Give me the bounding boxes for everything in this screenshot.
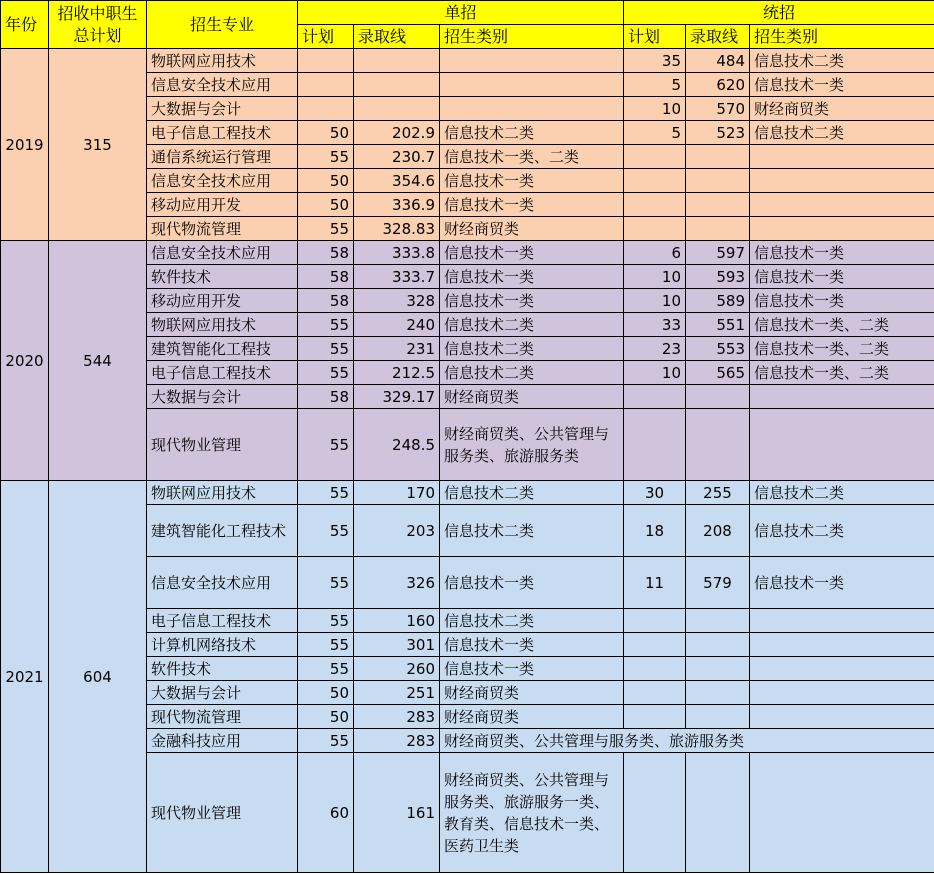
dan-plan-cell: [298, 49, 354, 73]
major-cell: 移动应用开发: [147, 289, 298, 313]
dan-score-cell: 336.9: [354, 193, 440, 217]
dan-score-cell: 160: [354, 609, 440, 633]
dan-plan-cell: 55: [298, 313, 354, 337]
major-cell: 建筑智能化工程技术: [147, 505, 298, 557]
tong-plan-cell: [624, 681, 686, 705]
dan-plan-cell: 58: [298, 289, 354, 313]
tong-category-cell: 信息技术二类: [750, 505, 934, 557]
tong-plan-cell: [624, 217, 686, 241]
year-cell: 2020: [1, 241, 49, 481]
dan-plan-cell: 55: [298, 557, 354, 609]
dan-score-cell: [354, 73, 440, 97]
dan-score-cell: 283: [354, 729, 440, 753]
tong-score-cell: [686, 753, 750, 873]
tong-category-cell: [750, 705, 934, 729]
tong-category-cell: 信息技术一类: [750, 265, 934, 289]
dan-plan-cell: 55: [298, 609, 354, 633]
dan-plan-cell: 55: [298, 729, 354, 753]
dan-score-cell: 203: [354, 505, 440, 557]
tong-category-cell: 信息技术二类: [750, 481, 934, 505]
dan-plan-cell: 58: [298, 385, 354, 409]
dan-category-cell: 财经商贸类、公共管理与服务类、旅游服务一类、教育类、信息技术一类、医药卫生类: [440, 753, 624, 873]
dan-category-cell: 信息技术一类: [440, 657, 624, 681]
tong-plan-cell: 10: [624, 265, 686, 289]
dan-category-cell: 财经商贸类: [440, 217, 624, 241]
tong-plan-cell: 10: [624, 97, 686, 121]
dan-category-cell: 财经商贸类: [440, 705, 624, 729]
header-major: 招生专业: [147, 1, 298, 49]
dan-score-cell: 328: [354, 289, 440, 313]
dan-score-cell: [354, 97, 440, 121]
tong-score-cell: [686, 657, 750, 681]
dan-category-cell: 信息技术二类: [440, 481, 624, 505]
tong-score-cell: [686, 169, 750, 193]
dan-category-cell: 信息技术一类: [440, 265, 624, 289]
major-cell: 现代物业管理: [147, 753, 298, 873]
total-plan-cell: 544: [49, 241, 147, 481]
major-cell: 信息安全技术应用: [147, 169, 298, 193]
dan-category-cell: 信息技术二类: [440, 313, 624, 337]
dan-score-cell: 329.17: [354, 385, 440, 409]
tong-score-cell: [686, 681, 750, 705]
dan-category-cell: 信息技术一类: [440, 633, 624, 657]
tong-category-cell: 信息技术二类: [750, 121, 934, 145]
tong-category-cell: 信息技术一类: [750, 241, 934, 265]
major-cell: 信息安全技术应用: [147, 73, 298, 97]
tong-category-cell: 财经商贸类: [750, 97, 934, 121]
tong-category-cell: 信息技术一类、二类: [750, 361, 934, 385]
header-dan: 单招: [298, 1, 624, 25]
major-cell: 物联网应用技术: [147, 49, 298, 73]
tong-category-cell: [750, 657, 934, 681]
tong-score-cell: 565: [686, 361, 750, 385]
header-tong-category: 招生类别: [750, 25, 934, 49]
total-plan-cell: 315: [49, 49, 147, 241]
tong-plan-cell: [624, 145, 686, 169]
dan-plan-cell: 55: [298, 145, 354, 169]
dan-score-cell: 202.9: [354, 121, 440, 145]
tong-score-cell: 484: [686, 49, 750, 73]
year-cell: 2019: [1, 49, 49, 241]
tong-score-cell: 620: [686, 73, 750, 97]
header-dan-category: 招生类别: [440, 25, 624, 49]
tong-plan-cell: [624, 705, 686, 729]
dan-score-cell: 354.6: [354, 169, 440, 193]
tong-score-cell: 255: [686, 481, 750, 505]
dan-score-cell: 333.8: [354, 241, 440, 265]
dan-plan-cell: 55: [298, 361, 354, 385]
dan-score-cell: 283: [354, 705, 440, 729]
major-cell: 物联网应用技术: [147, 481, 298, 505]
tong-score-cell: 551: [686, 313, 750, 337]
tong-category-cell: 信息技术一类、二类: [750, 313, 934, 337]
major-cell: 计算机网络技术: [147, 633, 298, 657]
tong-category-cell: [750, 633, 934, 657]
tong-category-cell: [750, 385, 934, 409]
dan-plan-cell: 58: [298, 241, 354, 265]
tong-category-cell: [750, 217, 934, 241]
tong-score-cell: 553: [686, 337, 750, 361]
dan-category-cell: [440, 49, 624, 73]
dan-category-cell: 信息技术二类: [440, 361, 624, 385]
major-cell: 信息安全技术应用: [147, 241, 298, 265]
dan-score-cell: 328.83: [354, 217, 440, 241]
year-cell: 2021: [1, 481, 49, 873]
dan-plan-cell: 50: [298, 193, 354, 217]
table-row: [1, 241, 934, 265]
major-cell: 现代物流管理: [147, 217, 298, 241]
dan-category-cell: 信息技术二类: [440, 121, 624, 145]
dan-category-cell: [440, 73, 624, 97]
dan-score-cell: 161: [354, 753, 440, 873]
header-dan-plan: 计划: [298, 25, 354, 49]
table-header: [1, 1, 934, 49]
tong-category-cell: 信息技术一类: [750, 289, 934, 313]
dan-plan-cell: 55: [298, 481, 354, 505]
major-cell: 软件技术: [147, 265, 298, 289]
dan-plan-cell: 55: [298, 657, 354, 681]
dan-score-cell: 301: [354, 633, 440, 657]
major-cell: 电子信息工程技术: [147, 361, 298, 385]
tong-plan-cell: [624, 753, 686, 873]
tong-category-cell: 信息技术一类: [750, 557, 934, 609]
tong-score-cell: 597: [686, 241, 750, 265]
tong-score-cell: [686, 193, 750, 217]
dan-score-cell: 212.5: [354, 361, 440, 385]
dan-plan-cell: 58: [298, 265, 354, 289]
dan-score-cell: 231: [354, 337, 440, 361]
tong-plan-cell: 5: [624, 73, 686, 97]
dan-plan-cell: [298, 73, 354, 97]
tong-score-cell: [686, 409, 750, 481]
tong-plan-cell: 6: [624, 241, 686, 265]
dan-category-cell: 财经商贸类、公共管理与服务类、旅游服务类: [440, 729, 934, 753]
tong-category-cell: [750, 681, 934, 705]
tong-category-cell: 信息技术一类、二类: [750, 337, 934, 361]
tong-score-cell: [686, 633, 750, 657]
tong-plan-cell: [624, 609, 686, 633]
dan-plan-cell: 50: [298, 681, 354, 705]
tong-plan-cell: [624, 409, 686, 481]
tong-plan-cell: 30: [624, 481, 686, 505]
major-cell: 物联网应用技术: [147, 313, 298, 337]
major-cell: 大数据与会计: [147, 681, 298, 705]
tong-score-cell: [686, 609, 750, 633]
dan-category-cell: 信息技术二类: [440, 337, 624, 361]
header-tong: 统招: [624, 1, 934, 25]
tong-plan-cell: 33: [624, 313, 686, 337]
tong-plan-cell: [624, 657, 686, 681]
major-cell: 通信系统运行管理: [147, 145, 298, 169]
dan-category-cell: 信息技术一类: [440, 241, 624, 265]
dan-plan-cell: 50: [298, 169, 354, 193]
dan-category-cell: 信息技术一类: [440, 169, 624, 193]
tong-score-cell: [686, 385, 750, 409]
tong-category-cell: 信息技术一类: [750, 73, 934, 97]
dan-score-cell: 251: [354, 681, 440, 705]
dan-score-cell: [354, 49, 440, 73]
major-cell: 软件技术: [147, 657, 298, 681]
dan-category-cell: 财经商贸类: [440, 681, 624, 705]
tong-category-cell: 信息技术二类: [750, 49, 934, 73]
dan-category-cell: 信息技术二类: [440, 505, 624, 557]
major-cell: 建筑智能化工程技: [147, 337, 298, 361]
dan-category-cell: 信息技术二类: [440, 609, 624, 633]
major-cell: 大数据与会计: [147, 385, 298, 409]
dan-score-cell: 260: [354, 657, 440, 681]
tong-plan-cell: 23: [624, 337, 686, 361]
table-body: [1, 49, 934, 873]
dan-plan-cell: 50: [298, 121, 354, 145]
header-dan-score: 录取线: [354, 25, 440, 49]
header-tong-score: 录取线: [686, 25, 750, 49]
tong-plan-cell: 10: [624, 289, 686, 313]
major-cell: 现代物流管理: [147, 705, 298, 729]
dan-score-cell: 326: [354, 557, 440, 609]
dan-plan-cell: 50: [298, 705, 354, 729]
table-row: [1, 49, 934, 73]
dan-plan-cell: 55: [298, 217, 354, 241]
dan-score-cell: 240: [354, 313, 440, 337]
header-tong-plan: 计划: [624, 25, 686, 49]
major-cell: 信息安全技术应用: [147, 557, 298, 609]
dan-score-cell: 230.7: [354, 145, 440, 169]
tong-score-cell: 589: [686, 289, 750, 313]
tong-category-cell: [750, 409, 934, 481]
tong-category-cell: [750, 753, 934, 873]
major-cell: 大数据与会计: [147, 97, 298, 121]
major-cell: 移动应用开发: [147, 193, 298, 217]
major-cell: 现代物业管理: [147, 409, 298, 481]
tong-score-cell: 523: [686, 121, 750, 145]
tong-score-cell: 579: [686, 557, 750, 609]
tong-score-cell: [686, 217, 750, 241]
dan-plan-cell: 55: [298, 409, 354, 481]
dan-category-cell: 财经商贸类、公共管理与服务类、旅游服务类: [440, 409, 624, 481]
tong-score-cell: [686, 145, 750, 169]
tong-plan-cell: [624, 169, 686, 193]
major-cell: 金融科技应用: [147, 729, 298, 753]
tong-plan-cell: 35: [624, 49, 686, 73]
header-total-plan: 招收中职生总计划: [49, 1, 147, 49]
tong-category-cell: [750, 145, 934, 169]
tong-plan-cell: 5: [624, 121, 686, 145]
dan-category-cell: 信息技术一类: [440, 289, 624, 313]
tong-score-cell: [686, 705, 750, 729]
dan-plan-cell: 55: [298, 337, 354, 361]
dan-score-cell: 170: [354, 481, 440, 505]
tong-plan-cell: 11: [624, 557, 686, 609]
tong-category-cell: [750, 169, 934, 193]
dan-category-cell: 财经商贸类: [440, 385, 624, 409]
tong-plan-cell: [624, 193, 686, 217]
dan-category-cell: 信息技术一类: [440, 557, 624, 609]
major-cell: 电子信息工程技术: [147, 121, 298, 145]
tong-plan-cell: [624, 633, 686, 657]
dan-score-cell: 248.5: [354, 409, 440, 481]
dan-plan-cell: 55: [298, 505, 354, 557]
tong-category-cell: [750, 609, 934, 633]
tong-plan-cell: 10: [624, 361, 686, 385]
total-plan-cell: 604: [49, 481, 147, 873]
tong-plan-cell: [624, 385, 686, 409]
tong-category-cell: [750, 193, 934, 217]
tong-plan-cell: 18: [624, 505, 686, 557]
major-cell: 电子信息工程技术: [147, 609, 298, 633]
dan-plan-cell: 55: [298, 633, 354, 657]
dan-plan-cell: [298, 97, 354, 121]
tong-score-cell: 570: [686, 97, 750, 121]
table-row: [1, 481, 934, 505]
dan-score-cell: 333.7: [354, 265, 440, 289]
dan-category-cell: [440, 97, 624, 121]
header-year: 年份: [1, 1, 49, 49]
dan-plan-cell: 60: [298, 753, 354, 873]
tong-score-cell: 593: [686, 265, 750, 289]
tong-score-cell: 208: [686, 505, 750, 557]
dan-category-cell: 信息技术一类、二类: [440, 145, 624, 169]
dan-category-cell: 信息技术一类: [440, 193, 624, 217]
